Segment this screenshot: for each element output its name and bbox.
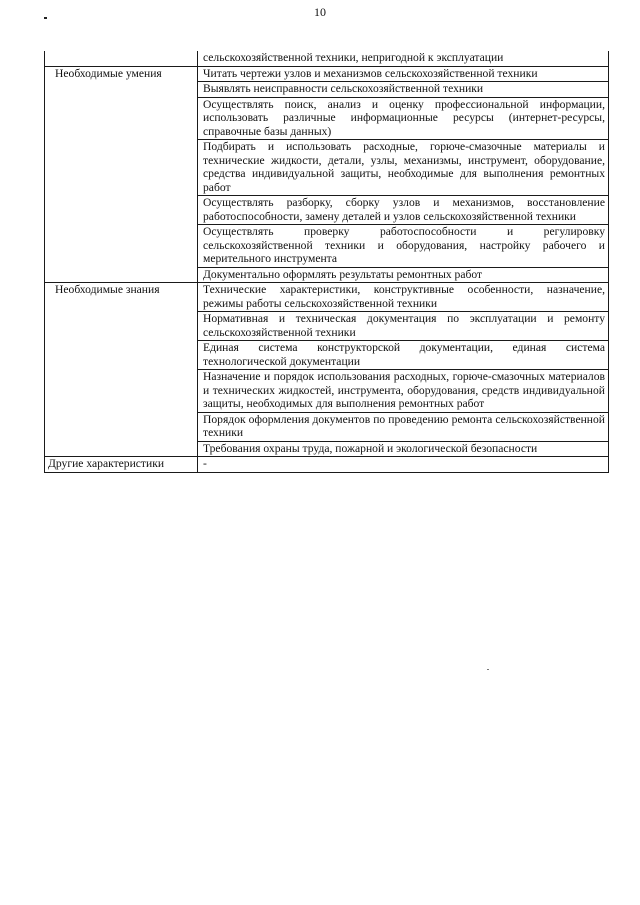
row-label-skills: Необходимые умения — [45, 66, 198, 283]
table-cell-skill: Выявлять неисправности сельскохозяйственной техники — [198, 82, 609, 98]
table-cell-continuation: сельскохозяйственной техники, непригодной к эксплуатации — [198, 51, 609, 66]
page-number: 10 — [314, 5, 326, 19]
table-cell-skill: Подбирать и использовать расходные, горюче-смазочные материалы и технические жидкости, детали, узлы, механизмы, инструмент, оборудование, средства индивидуальной защиты, необходимые для выполнения ремонтных работ — [198, 140, 609, 196]
table-cell-other: - — [198, 457, 609, 473]
row-label-knowledge: Необходимые знания — [45, 283, 198, 457]
table-cell-knowledge: Назначение и порядок использования расходных, горюче-смазочных материалов и технических жидкостей, инструмента, оборудования, средств индивидуальной защиты, необходимых для выполнения ремонтных работ — [198, 370, 609, 413]
table-cell-skill: Осуществлять разборку, сборку узлов и механизмов, восстановление работоспособности, замену деталей и узлов сельскохозяйственной техники — [198, 196, 609, 225]
row-label-other: Другие характеристики — [45, 457, 198, 473]
requirements-table — [44, 51, 609, 473]
table-cell-skill: Документально оформлять результаты ремонтных работ — [198, 267, 609, 283]
row-label-empty — [45, 51, 198, 66]
table-cell-skill: Осуществлять проверку работоспособности и регулировку сельскохозяйственной техники и оборудования, настройку рабочего и мерительного инструмента — [198, 225, 609, 268]
table-row — [45, 66, 609, 82]
table-cell-knowledge: Требования охраны труда, пожарной и экологической безопасности — [198, 441, 609, 457]
table-cell-skill: Читать чертежи узлов и механизмов сельскохозяйственной техники — [198, 66, 609, 82]
table-cell-knowledge: Технические характеристики, конструктивные особенности, назначение, режимы работы сельскохозяйственной техники — [198, 283, 609, 312]
table-cell-knowledge: Нормативная и техническая документация по эксплуатации и ремонту сельскохозяйственной техники — [198, 312, 609, 341]
table-row — [45, 457, 609, 473]
table-cell-skill: Осуществлять поиск, анализ и оценку профессиональной информации, использовать различные информационные ресурсы (интернет-ресурсы, справочные базы данных) — [198, 97, 609, 140]
scan-speck — [487, 669, 489, 670]
table-row — [45, 283, 609, 312]
table-cell-knowledge: Единая система конструкторской документации, единая система технологической документации — [198, 341, 609, 370]
table-cell-knowledge: Порядок оформления документов по проведению ремонта сельскохозяйственной техники — [198, 412, 609, 441]
table-row — [45, 51, 609, 66]
